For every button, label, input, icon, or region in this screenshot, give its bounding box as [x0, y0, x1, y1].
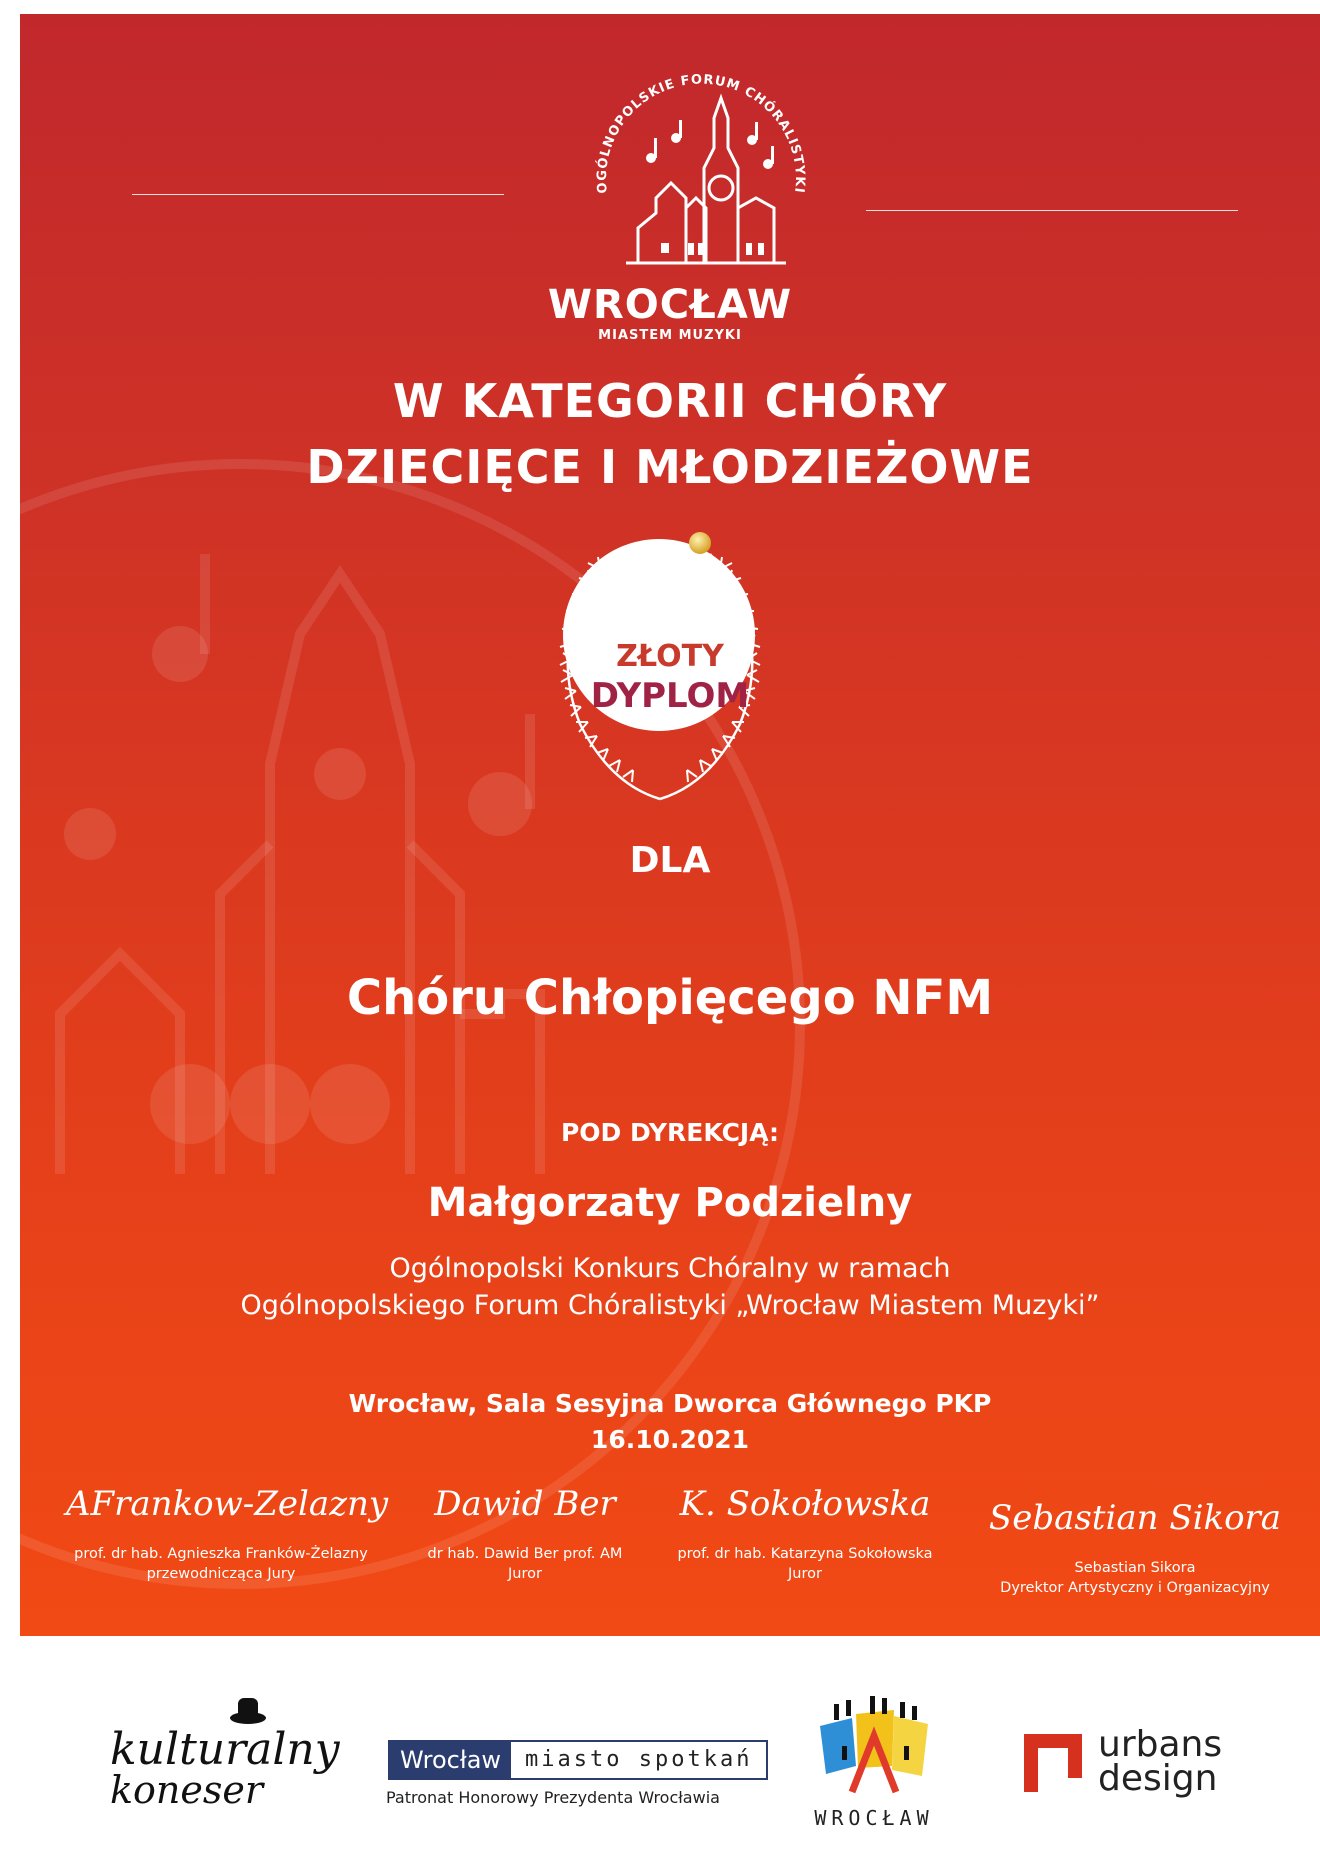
design-text: design: [1098, 1758, 1218, 1799]
certificate: [20, 14, 1320, 1636]
wroclaw-colorful-icon: [812, 1696, 936, 1800]
urbans-text: urbans: [1098, 1724, 1223, 1765]
forum-logo-emblem: [576, 58, 826, 288]
left-decorative-line: [132, 194, 504, 195]
recipient-name: Chóru Chłopięcego NFM: [346, 970, 994, 1026]
logo-arc-text: OGÓLNOPOLSKIE FORUM CHÓRALISTYKI: [594, 72, 808, 195]
conductor-name: Małgorzaty Podzielny: [427, 1180, 913, 1226]
award-line-2: DYPLOM: [590, 676, 750, 716]
category-line-1: W KATEGORII CHÓRY: [392, 374, 948, 428]
gold-pin: [689, 532, 711, 554]
signatory-role-1: przewodnicząca Jury: [146, 1566, 296, 1582]
handwritten-signature-3: K. Sokołowska: [679, 1484, 931, 1524]
signatory-role-2: Juror: [508, 1566, 542, 1582]
logo-subtitle: MIASTEM MUZYKI: [598, 328, 742, 343]
handwritten-signature-4: Sebastian Sikora: [988, 1498, 1282, 1538]
dla-label: DLA: [629, 840, 711, 881]
description-line-2: Ogólnopolskiego Forum Chóralistyki „Wrocław Miastem Muzyki”: [240, 1290, 1100, 1321]
place: Wrocław, Sala Sesyjna Dworca Głównego PKP: [348, 1389, 992, 1418]
koneser-text: koneser: [110, 1768, 264, 1812]
signatory-role-4: Dyrektor Artystyczny i Organizacyjny: [1000, 1580, 1270, 1596]
handwritten-signature-1: AFrankow-Zelazny: [66, 1484, 389, 1524]
pod-dyrekcja-label: POD DYREKCJĄ:: [560, 1118, 780, 1147]
signatory-name-2: dr hab. Dawid Ber prof. AM: [427, 1546, 623, 1562]
wroclaw-box-right: miasto spotkań: [525, 1747, 753, 1772]
wroclaw-miasto-spotkan-logo: [388, 1740, 768, 1780]
signatory-name-1: prof. dr hab. Agnieszka Franków-Żelazny: [74, 1546, 368, 1562]
signatory-role-3: Juror: [788, 1566, 822, 1582]
signature-block-2: [410, 1484, 640, 1584]
urbans-square-icon: [1024, 1734, 1082, 1792]
right-decorative-line: [866, 210, 1238, 211]
wroclaw-box-left: Wrocław: [390, 1742, 511, 1778]
handwritten-signature-2: Dawid Ber: [434, 1484, 616, 1524]
signature-block-3: [660, 1484, 950, 1584]
signature-block-1: [66, 1484, 389, 1584]
award-line-1: ZŁOTY: [616, 639, 724, 674]
wroclaw-logo-text: WROCŁAW: [814, 1806, 934, 1830]
sponsor-strip: [0, 1636, 1320, 1864]
logo-title: WROCŁAW: [547, 282, 793, 328]
signatory-name-3: prof. dr hab. Katarzyna Sokołowska: [677, 1546, 933, 1562]
signatory-name-4: Sebastian Sikora: [1074, 1560, 1196, 1576]
patronat-caption: Patronat Honorowy Prezydenta Wrocławia: [386, 1788, 720, 1807]
date: 16.10.2021: [590, 1425, 750, 1454]
category-line-2: DZIECIĘCE I MŁODZIEŻOWE: [306, 440, 1034, 494]
svg-text:OGÓLNOPOLSKIE FORUM CHÓRALISTY: [594, 72, 807, 194]
wroclaw-city-logo: [812, 1696, 936, 1836]
category-heading: [20, 368, 1320, 500]
signature-block-4: [970, 1498, 1300, 1598]
kulturalny-text: kulturalny: [110, 1724, 340, 1775]
description: [20, 1250, 1320, 1324]
description-line-1: Ogólnopolski Konkurs Chóralny w ramach: [389, 1253, 951, 1284]
place-date: [20, 1386, 1320, 1458]
hat-icon: [228, 1694, 268, 1726]
